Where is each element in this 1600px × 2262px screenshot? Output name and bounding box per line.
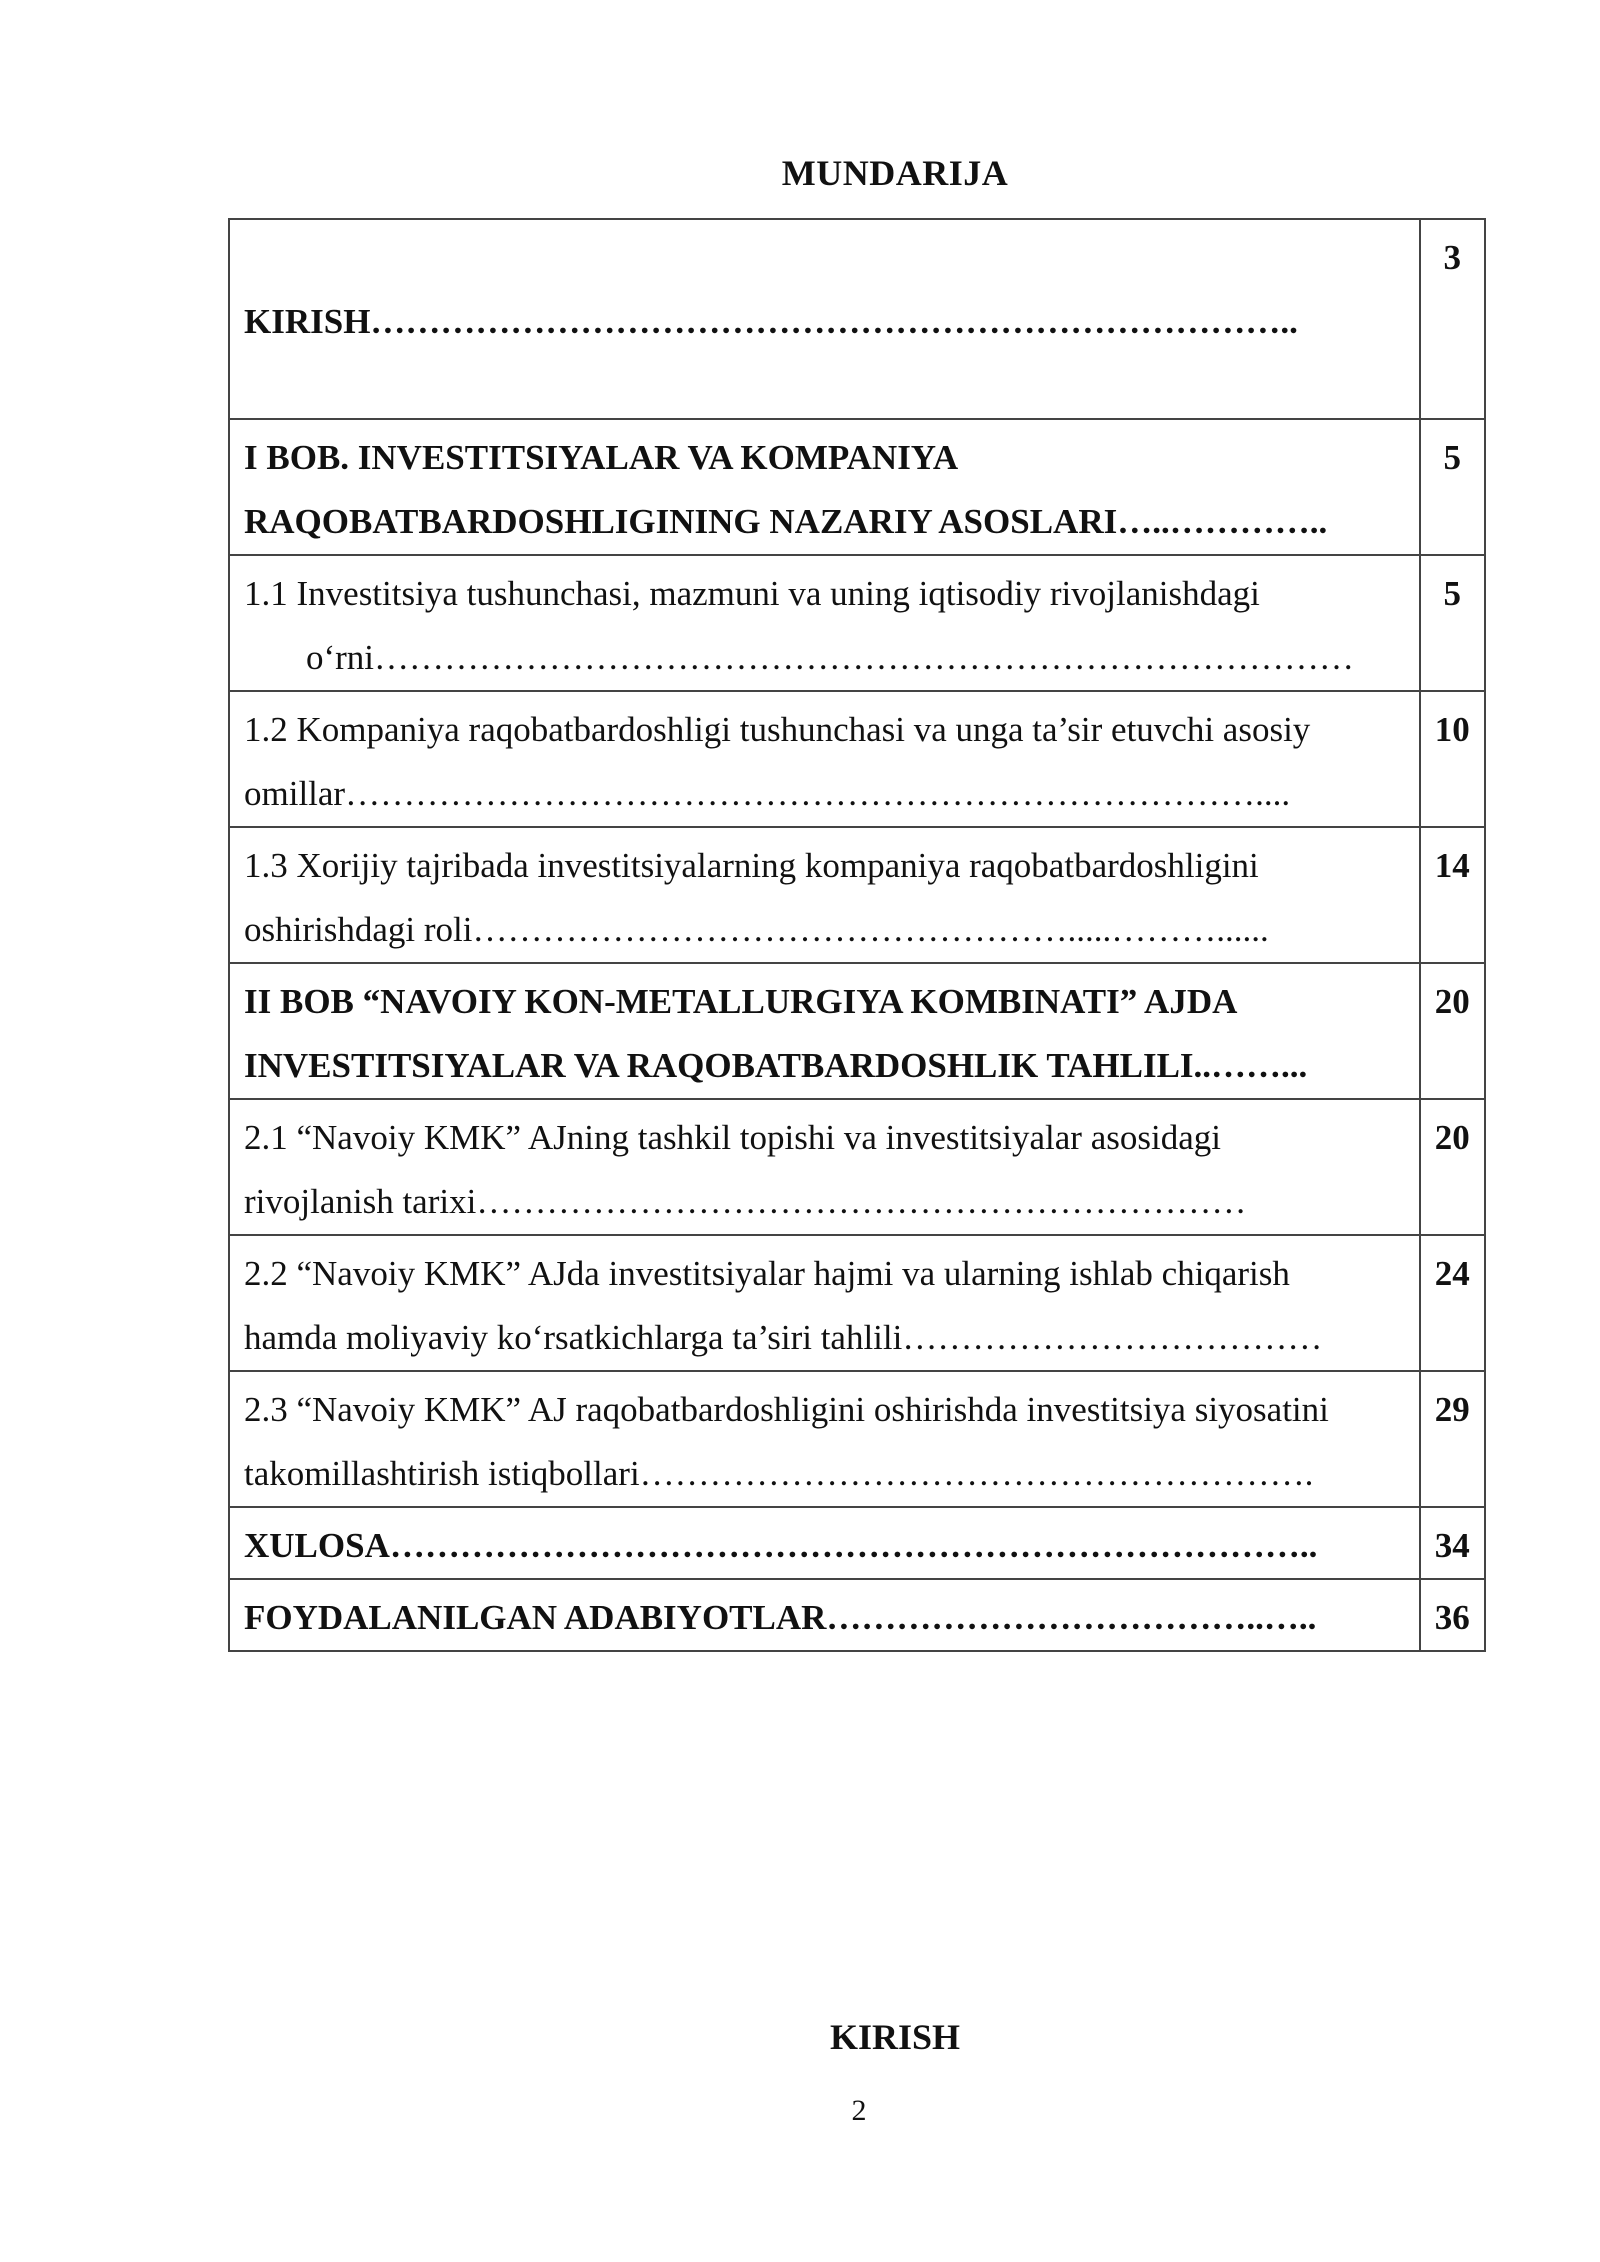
toc-row-adabiyotlar	[229, 1579, 1485, 1651]
toc-entry	[229, 219, 1420, 419]
toc-entry-text: 1.2 Kompaniya raqobatbardoshligi tushunchasi va unga ta’sir etuvchi asosiy	[244, 710, 1311, 749]
toc-page-number: 5	[1420, 419, 1485, 555]
toc-entry	[229, 555, 1420, 691]
toc-entry	[229, 1235, 1420, 1371]
toc-entry-text: 2.1 “Navoiy KMK” AJning tashkil topishi va investitsiyalar asosidagi	[244, 1118, 1221, 1157]
page-title: MUNDARIJA	[781, 153, 1009, 193]
toc-row-chapter-2	[229, 963, 1485, 1099]
toc-entry-text-cont: o‘rni…………………………………………………………………………	[306, 638, 1355, 677]
toc-page-number: 20	[1420, 963, 1485, 1099]
toc-row-chapter-1	[229, 419, 1485, 555]
toc-entry	[229, 691, 1420, 827]
toc-entry	[229, 1507, 1420, 1579]
toc-entry-text: I BOB. INVESTITSIYALAR VA KOMPANIYA	[244, 438, 959, 477]
toc-entry	[229, 1371, 1420, 1507]
toc-page-number: 34	[1420, 1507, 1485, 1579]
toc-row-2-3	[229, 1371, 1485, 1507]
toc-entry-text-cont: INVESTITSIYALAR VA RAQOBATBARDOSHLIK TAHLILI..……...	[244, 1046, 1308, 1085]
toc-row-2-1	[229, 1099, 1485, 1235]
section-heading: KIRISH	[829, 2017, 961, 2057]
toc-entry-text: 1.1 Investitsiya tushunchasi, mazmuni va uning iqtisodiy rivojlanishdagi	[244, 574, 1260, 613]
toc-entry	[229, 419, 1420, 555]
toc-entry-text-cont: rivojlanish tarixi…………………………………………………………	[244, 1182, 1247, 1221]
toc-page-number: 3	[1420, 219, 1485, 419]
toc-entry-text-cont: takomillashtirish istiqbollari………………………………………………….	[244, 1454, 1314, 1493]
toc-entry-text: FOYDALANILGAN ADABIYOTLAR………………………………..…..	[244, 1598, 1317, 1637]
toc-entry-text: 2.3 “Navoiy KMK” AJ raqobatbardoshligini oshirishda investitsiya siyosatini	[244, 1390, 1329, 1429]
toc-entry	[229, 963, 1420, 1099]
toc-entry-text-cont: omillar……………………………………………………………………....	[244, 774, 1291, 813]
toc-row-1-2	[229, 691, 1485, 827]
toc-entry	[229, 1099, 1420, 1235]
toc-entry-text-cont: hamda moliyaviy ko‘rsatkichlarga ta’siri tahlili………………………………	[244, 1318, 1323, 1357]
toc-page-number: 24	[1420, 1235, 1485, 1371]
toc-row-1-3	[229, 827, 1485, 963]
toc-page-number: 20	[1420, 1099, 1485, 1235]
toc-entry-text: XULOSA……………………………………………………………………..	[244, 1526, 1318, 1565]
toc-page-number: 36	[1420, 1579, 1485, 1651]
toc-row-2-2	[229, 1235, 1485, 1371]
toc-page-number: 5	[1420, 555, 1485, 691]
toc-row-kirish	[229, 219, 1485, 419]
toc-entry-text: 2.2 “Navoiy KMK” AJda investitsiyalar hajmi va ularning ishlab chiqarish	[244, 1254, 1290, 1293]
toc-entry	[229, 1579, 1420, 1651]
toc-entry	[229, 827, 1420, 963]
toc-page-number: 14	[1420, 827, 1485, 963]
table-of-contents	[228, 218, 1486, 1652]
toc-row-xulosa	[229, 1507, 1485, 1579]
toc-page-number: 29	[1420, 1371, 1485, 1507]
page-number: 2	[851, 2094, 867, 2127]
toc-entry-text: II BOB “NAVOIY KON-METALLURGIYA KOMBINATI” AJDA	[244, 982, 1238, 1021]
toc-page-number: 10	[1420, 691, 1485, 827]
toc-entry-text: 1.3 Xorijiy tajribada investitsiyalarning kompaniya raqobatbardoshligini	[244, 846, 1259, 885]
toc-row-1-1	[229, 555, 1485, 691]
toc-entry-text-cont: RAQOBATBARDOSHLIGINING NAZARIY ASOSLARI…..…………..	[244, 502, 1328, 541]
toc-entry-text-cont: oshirishdagi roli…………………………………………….....………......	[244, 910, 1269, 949]
toc-entry-text: KIRISH……………………………………………………………………..	[244, 302, 1298, 341]
